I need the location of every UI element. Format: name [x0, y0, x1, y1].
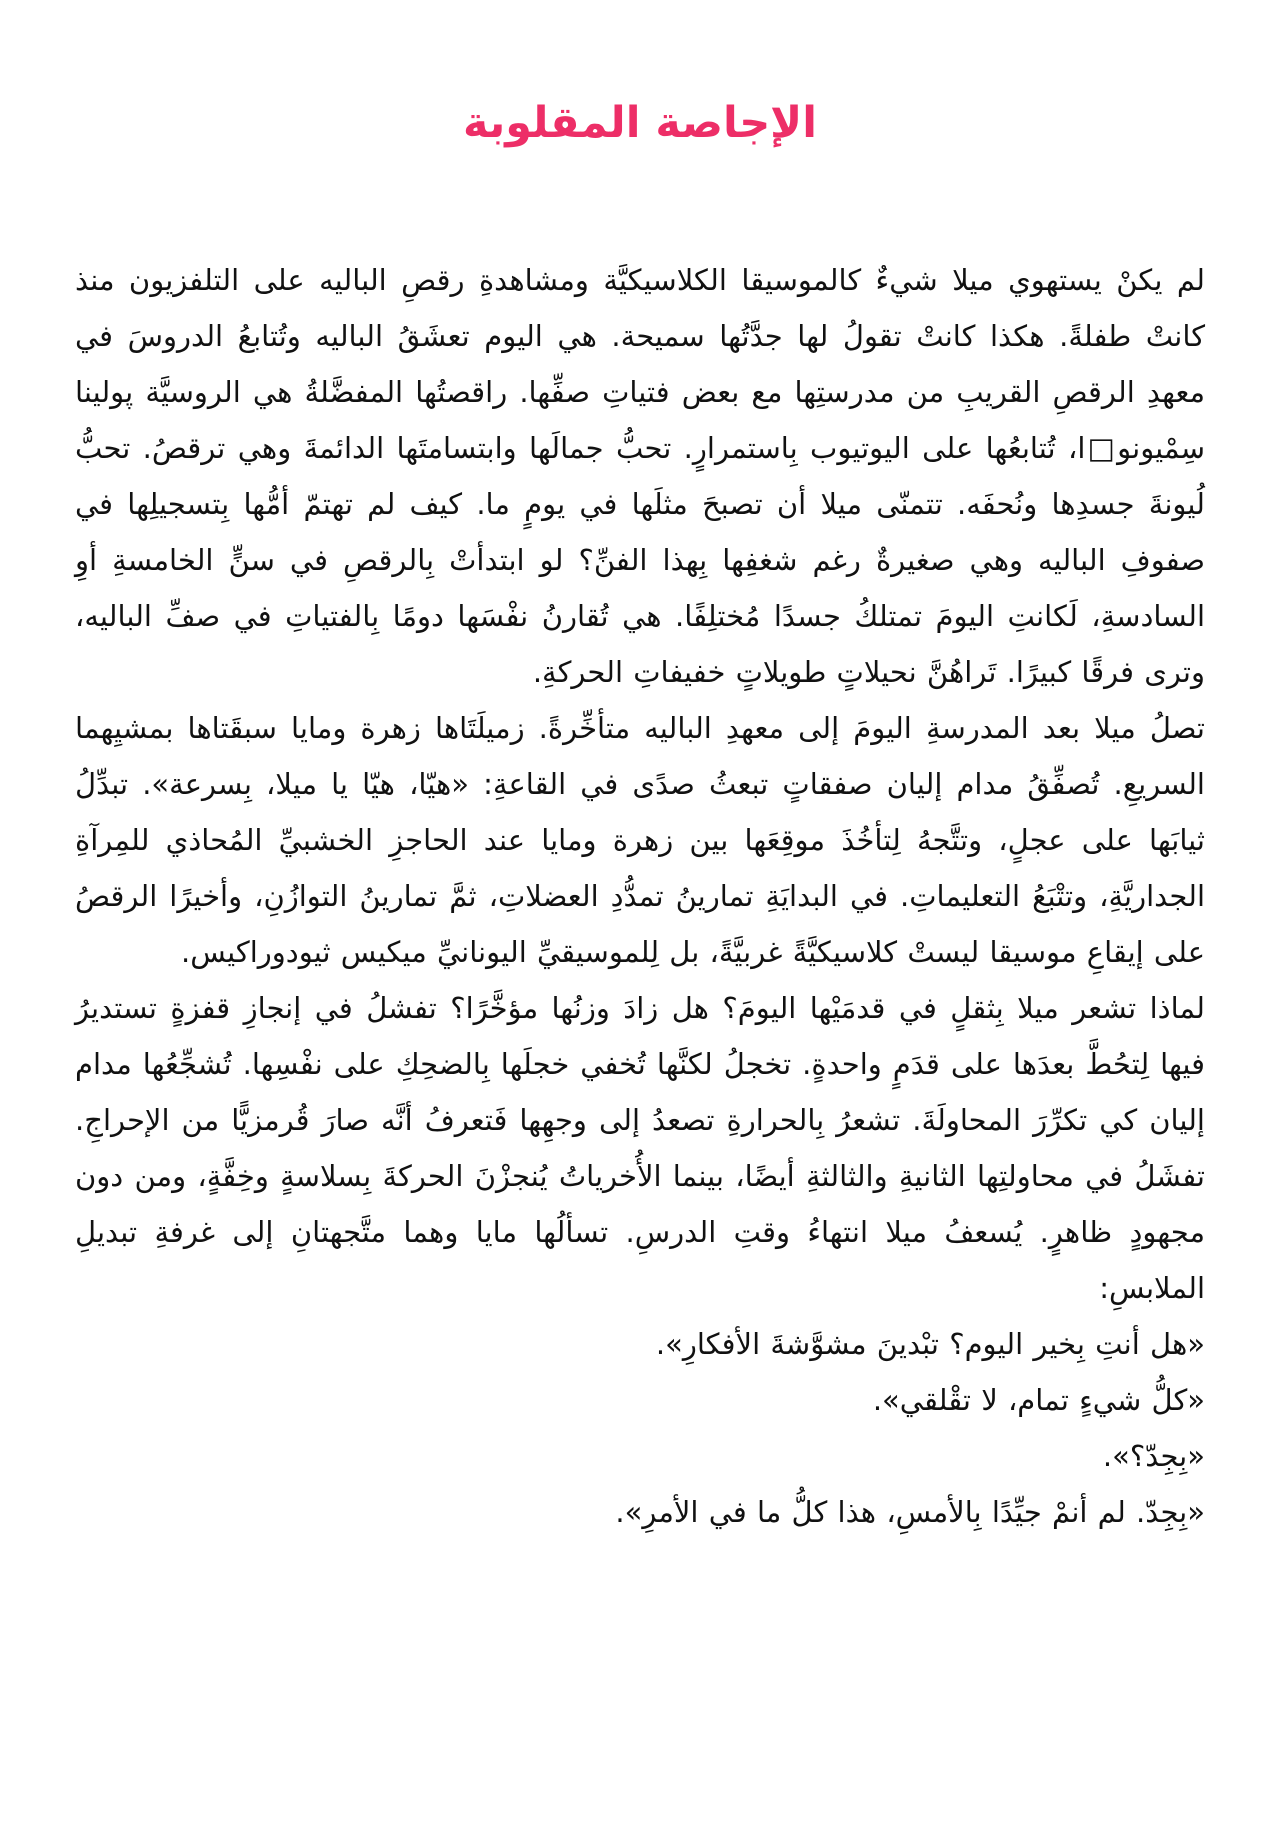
body-paragraph: لم يكنْ يستهوي ميلا شيءٌ كالموسيقا الكلاسيكيَّة ومشاهدةِ رقصِ الباليه على التلفزيون منذ كانتْ طفلةً. هكذا كانتْ تقولُ لها جدَّتُها سميحة. هي اليوم تعشَقُ الباليه وتُتابعُ الدروسَ في معهدِ الرقصِ القريبِ من مدرستِها مع بعض فتياتِ صفِّها. راقصتُها المفضَّلةُ هي الروسيَّة پولينا سِمْيونو□ا، تُتابعُها على اليوتيوب بِاستمرارٍ. تحبُّ جمالَها وابتسامتَها الدائمةَ وهي ترقصُ. تحبُّ لُيونةَ جسدِها ونُحفَه. تتمنّى ميلا أن تصبحَ مثلَها في يومٍ ما. كيف لم تهتمّ أمُّها بِتسجيلِها في صفوفِ الباليه وهي صغيرةٌ رغم شغفِها بِهذا الفنِّ؟ لو ابتدأتْ بِالرقصِ في سنٍّ الخامسةِ أوِ السادسةِ، لَكانتِ اليومَ تمتلكُ جسدًا مُختلِفًا. هي تُقارنُ نفْسَها دومًا بِالفتياتِ في صفِّ الباليه، وترى فرقًا كبيرًا. تَراهُنَّ نحيلاتٍ طويلاتٍ خفيفاتِ الحركةِ.	[75, 262, 1205, 689]
page-title: الإجاصة المقلوبة	[463, 98, 817, 148]
dialog-line: «هل أنتِ بِخير اليوم؟ تبْدينَ مشوَّشةَ الأفكارِ».	[655, 1326, 1205, 1361]
story-body	[75, 252, 1205, 1540]
body-paragraph: تصلُ ميلا بعد المدرسةِ اليومَ إلى معهدِ الباليه متأخِّرةً. زميلَتَاها زهرة ومايا سبقَتاها بمشيِهما السريعِ. تُصفِّقُ مدام إليان صفقاتٍ تبعثُ صدًى في القاعةِ: «هيّا، هيّا يا ميلا، بِسرعة». تبدِّلُ ثيابَها على عجلٍ، وتتَّجهُ لِتأخُذَ موقِعَها بين زهرة ومايا عند الحاجزِ الخشبيِّ المُحاذي للمِرآةِ الجداريَّةِ، وتتْبَعُ التعليماتِ. في البدايَةِ تمارينُ تمدُّدِ العضلاتِ، ثمَّ تمارينُ التوازُنِ، وأخيرًا الرقصُ على إيقاعِ موسيقا ليستْ كلاسيكيَّةً غربيَّةً، بل لِلموسيقيِّ اليونانيِّ ميكيس ثيودوراكيس.	[75, 710, 1205, 969]
dialog-line: «بِجِدّ. لم أنمْ جيِّدًا بِالأمسِ، هذا كلُّ ما في الأمرِ».	[615, 1494, 1205, 1529]
dialog-block	[75, 1316, 1205, 1540]
dialog-line: «كلُّ شيءٍ تمام، لا تقْلقي».	[872, 1382, 1205, 1417]
dialog-line: «بِجِدّ؟».	[1102, 1438, 1205, 1473]
body-paragraph: لماذا تشعر ميلا بِثقلٍ في قدمَيْها اليومَ؟ هل زادَ وزنُها مؤخَّرًا؟ تفشلُ في إنجازِ قفزةٍ تستديرُ فيها لِتحُطَّ بعدَها على قدَمٍ واحدةٍ. تخجلُ لكنَّها تُخفي خجلَها بِالضحِكِ على نفْسِها. تُشجِّعُها مدام إليان كي تكرِّرَ المحاولَةَ. تشعرُ بِالحرارةِ تصعدُ إلى وجهِها فَتعرفُ أنَّه صارَ قُرمزيًّا من الإحراجِ. تفشَلُ في محاولتِها الثانيةِ والثالثةِ أيضًا، بينما الأُخرياتُ يُنجزْنَ الحركةَ بِسلاسةٍ وخِفَّةٍ، ومن دون مجهودٍ ظاهرٍ. يُسعفُ ميلا انتهاءُ وقتِ الدرسِ. تسألُها مايا وهما متَّجهتانِ إلى غرفةِ تبديلِ الملابسِ:	[75, 990, 1205, 1305]
